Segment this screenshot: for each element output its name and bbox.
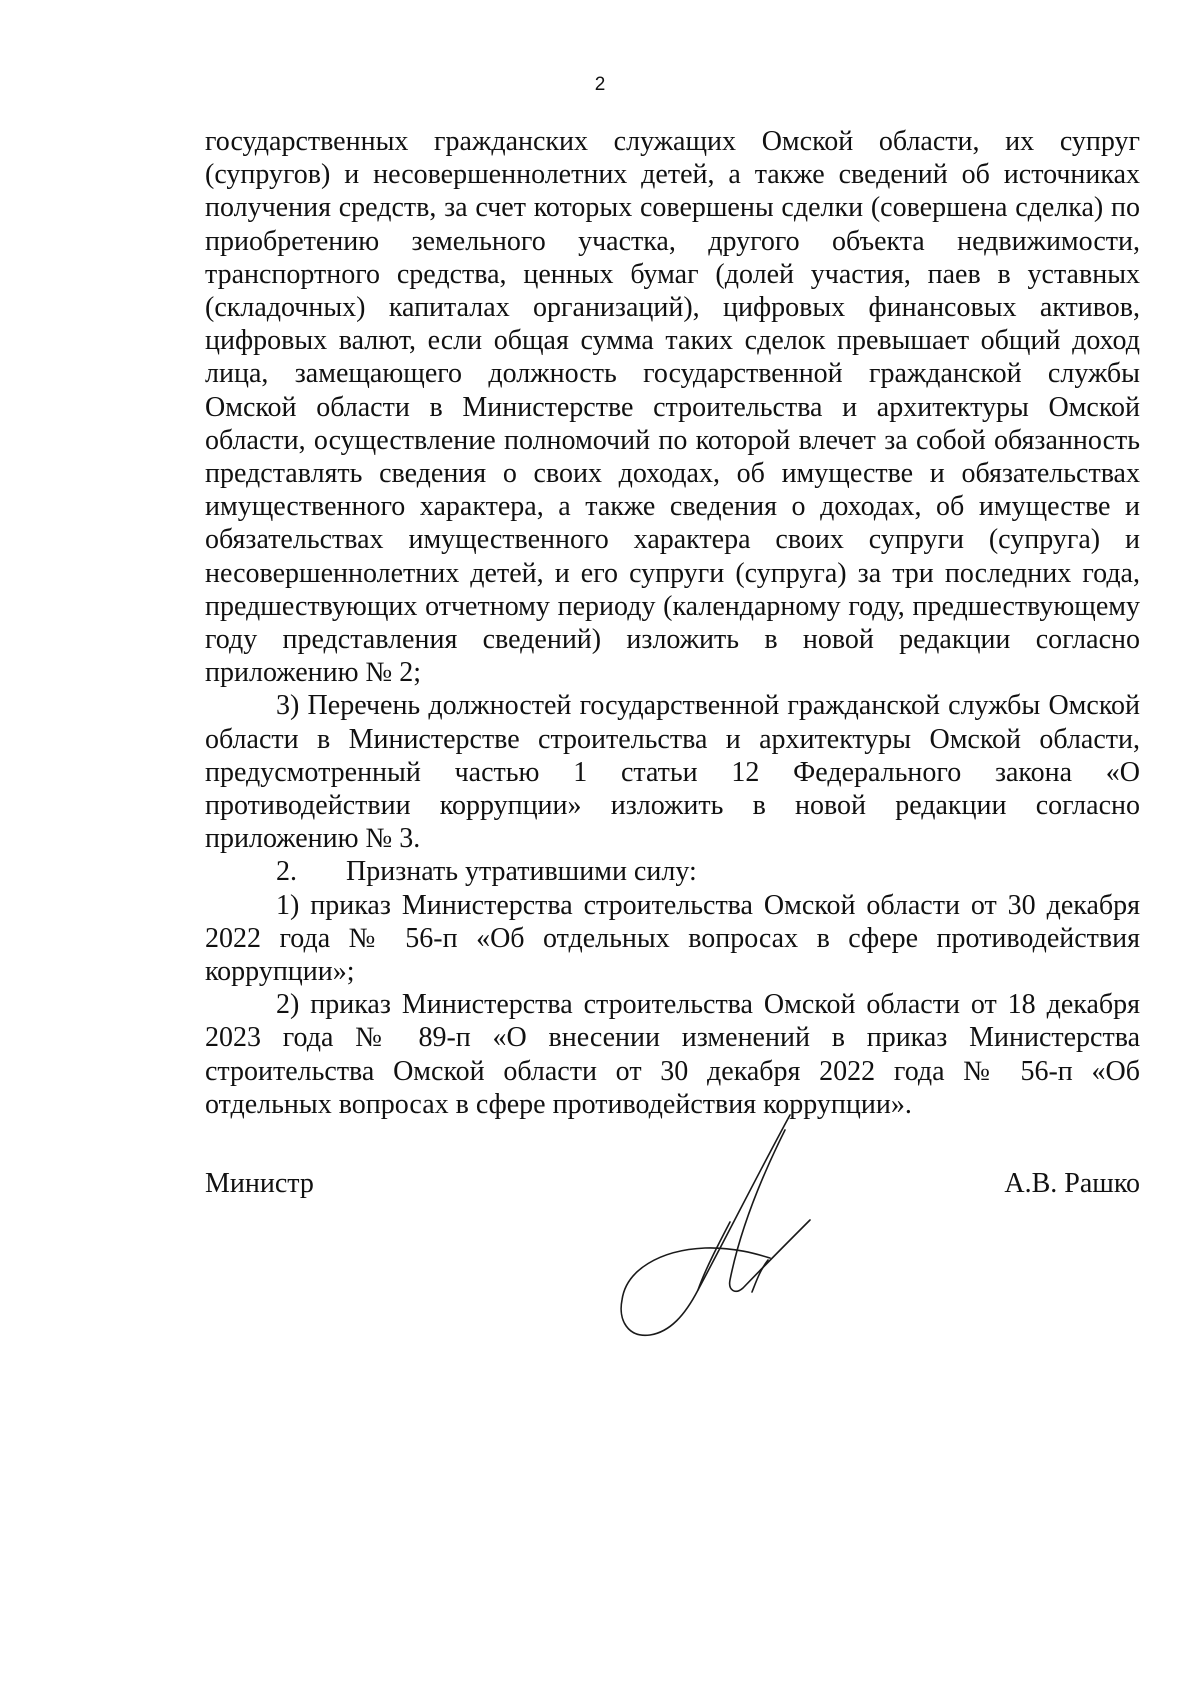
- paragraph-1: государственных гражданских служащих Омской области, их супруг (супругов) и несовершеннолетних детей, а также сведений об источниках получения средств, за счет которых совершены сделки (совершена сделка) по приобретению земельного участка, другого объекта недвижимости, транспортного средства, ценных бумаг (долей участия, паев в уставных (складочных) капиталах организаций), цифровых финансовых активов, цифровых валют, если общая сумма таких сделок превышает общий доход лица, замещающего должность государственной гражданской службы Омской области в Министерстве строительства и архитектуры Омской области, осуществление полномочий по которой влечет за собой обязанность представлять сведения о своих доходах, об имуществе и обязательствах имущественного характера, а также сведения о доходах, об имуществе и обязательствах имущественного характера своих супруги (супруга) и несовершеннолетних детей, и его супруги (супруга) за три последних года, предшествующих отчетному периоду (календарному году, предшествующему году представления сведений) изложить в новой редакции согласно приложению № 2;: [205, 126, 1140, 689]
- page-number: 2: [594, 74, 606, 95]
- paragraph-3: [205, 855, 1140, 888]
- handwritten-signature-icon: [610, 1110, 860, 1350]
- item-text: Признать утратившими силу:: [346, 856, 697, 888]
- signer-title: Министр: [205, 1168, 314, 1199]
- paragraph-4: 1) приказ Министерства строительства Омской области от 30 декабря 2022 года № 56-п «Об отдельных вопросах в сфере противодействия коррупции»;: [205, 889, 1140, 988]
- item-number: 2.: [276, 856, 297, 888]
- signer-name: А.В. Рашко: [1004, 1168, 1140, 1199]
- document-body: [205, 125, 1140, 1121]
- paragraph-2: 3) Перечень должностей государственной гражданской службы Омской области в Министерстве строительства и архитектуры Омской области, предусмотренный частью 1 статьи 12 Федерального закона «О противодействии коррупции» изложить в новой редакции согласно приложению № 3.: [205, 690, 1140, 855]
- paragraph-5: 2) приказ Министерства строительства Омской области от 18 декабря 2023 года № 89-п «О внесении изменений в приказ Министерства строительства Омской области от 30 декабря 2022 года № 56-п «Об отдельных вопросах в сфере противодействия коррупции».: [205, 989, 1140, 1120]
